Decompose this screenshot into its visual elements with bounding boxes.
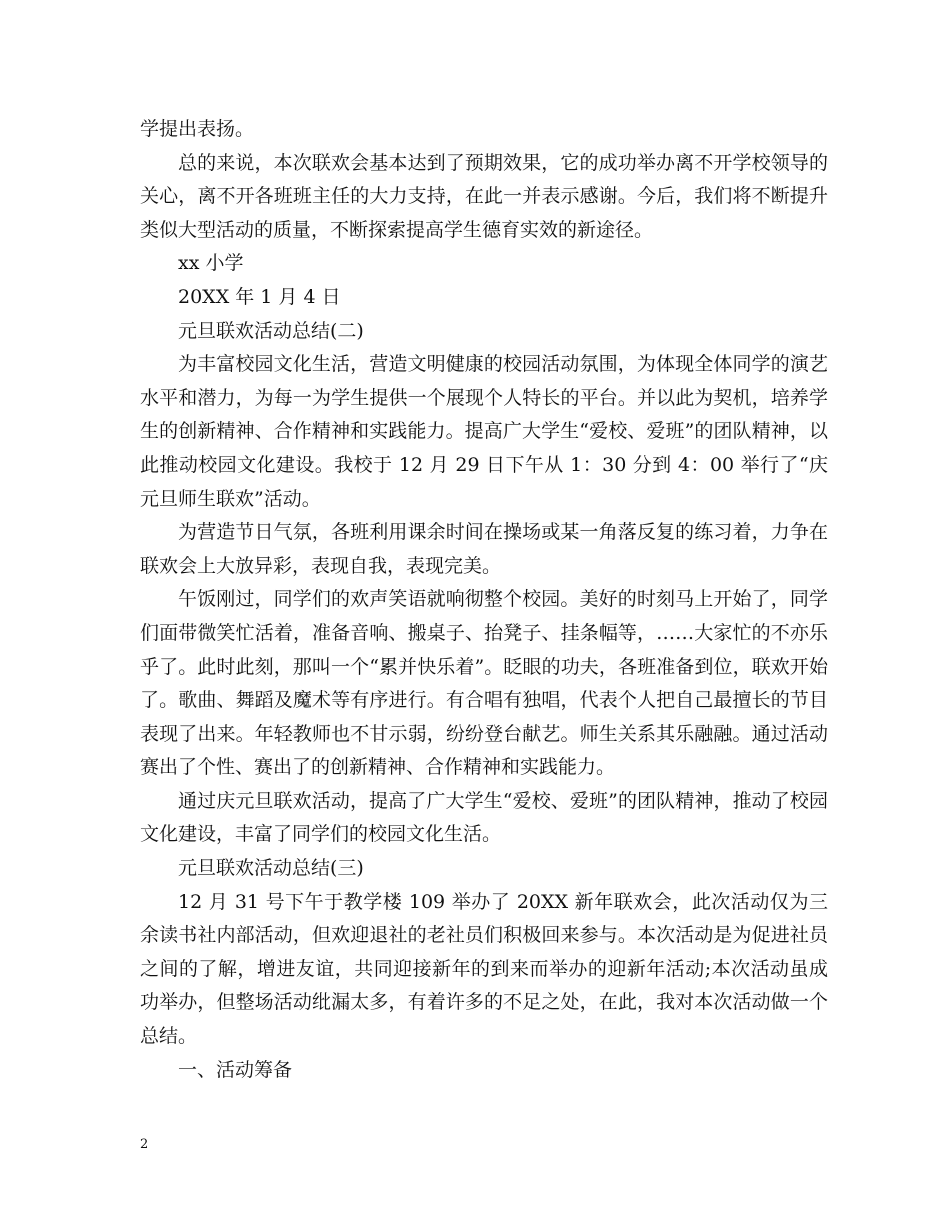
subheading-activity-prep: 一、活动筹备 (178, 1058, 293, 1081)
section-heading-3: 元旦联欢活动总结(三) (178, 857, 364, 880)
paragraph-2: 总的来说，本次联欢会基本达到了预期效果，它的成功举办离不开学校领导的关心，离不开各班班主任的大力支持，在此一并表示感谢。今后，我们将不断提升类似大型活动的质量，不断探索提高学生德育实效的新途径。 (140, 151, 828, 241)
document-body (140, 113, 828, 1087)
paragraph-5: 午饭刚过，同学们的欢声笑语就响彻整个校园。美好的时刻马上开始了，同学们面带微笑忙活着，准备音响、搬桌子、抬凳子、挂条幅等，……大家忙的不亦乐乎了。此时此刻，那叫一个“累并快乐着”。眨眼的功夫，各班准备到位，联欢开始了。歌曲、舞蹈及魔术等有序进行。有合唱有独唱，代表个人把自己最擅长的节目表现了出来。年轻教师也不甘示弱，纷纷登台献艺。师生关系其乐融融。通过活动赛出了个性、赛出了的创新精神、合作精神和实践能力。 (140, 588, 828, 779)
paragraph-1: 学提出表扬。 (140, 118, 255, 140)
signature-school: xx 小学 (178, 252, 244, 275)
section-heading-2: 元旦联欢活动总结(二) (178, 319, 364, 342)
paragraph-7: 12 月 31 号下午于教学楼 109 举办了 20XX 新年联欢会，此次活动仅为三余读书社内部活动，但欢迎退社的老社员们积极回来参与。本次活动是为促进社员之间的了解，增进友谊，共同迎接新年的到来而举办的迎新年活动;本次活动虽成功举办，但整场活动纰漏太多，有着许多的不足之处，在此，我对本次活动做一个总结。 (140, 890, 828, 1048)
paragraph-4: 为营造节日气氛，各班利用课余时间在操场或某一角落反复的练习着，力争在联欢会上大放异彩，表现自我，表现完美。 (140, 521, 828, 577)
paragraph-3: 为丰富校园文化生活，营造文明健康的校园活动氛围，为体现全体同学的演艺水平和潜力，为每一为学生提供一个展现个人特长的平台。并以此为契机，培养学生的创新精神、合作精神和实践能力。提高广大学生“爱校、爱班”的团队精神，以此推动校园文化建设。我校于 12 月 29 日下午从 1：30 分到 4：00 举行了“庆元旦师生联欢”活动。 (140, 353, 828, 510)
signature-date: 20XX 年 1 月 4 日 (178, 285, 341, 308)
page-number: 2 (140, 1137, 149, 1152)
paragraph-6: 通过庆元旦联欢活动，提高了广大学生“爱校、爱班”的团队精神，推动了校园文化建设，丰富了同学们的校园文化生活。 (140, 789, 828, 846)
